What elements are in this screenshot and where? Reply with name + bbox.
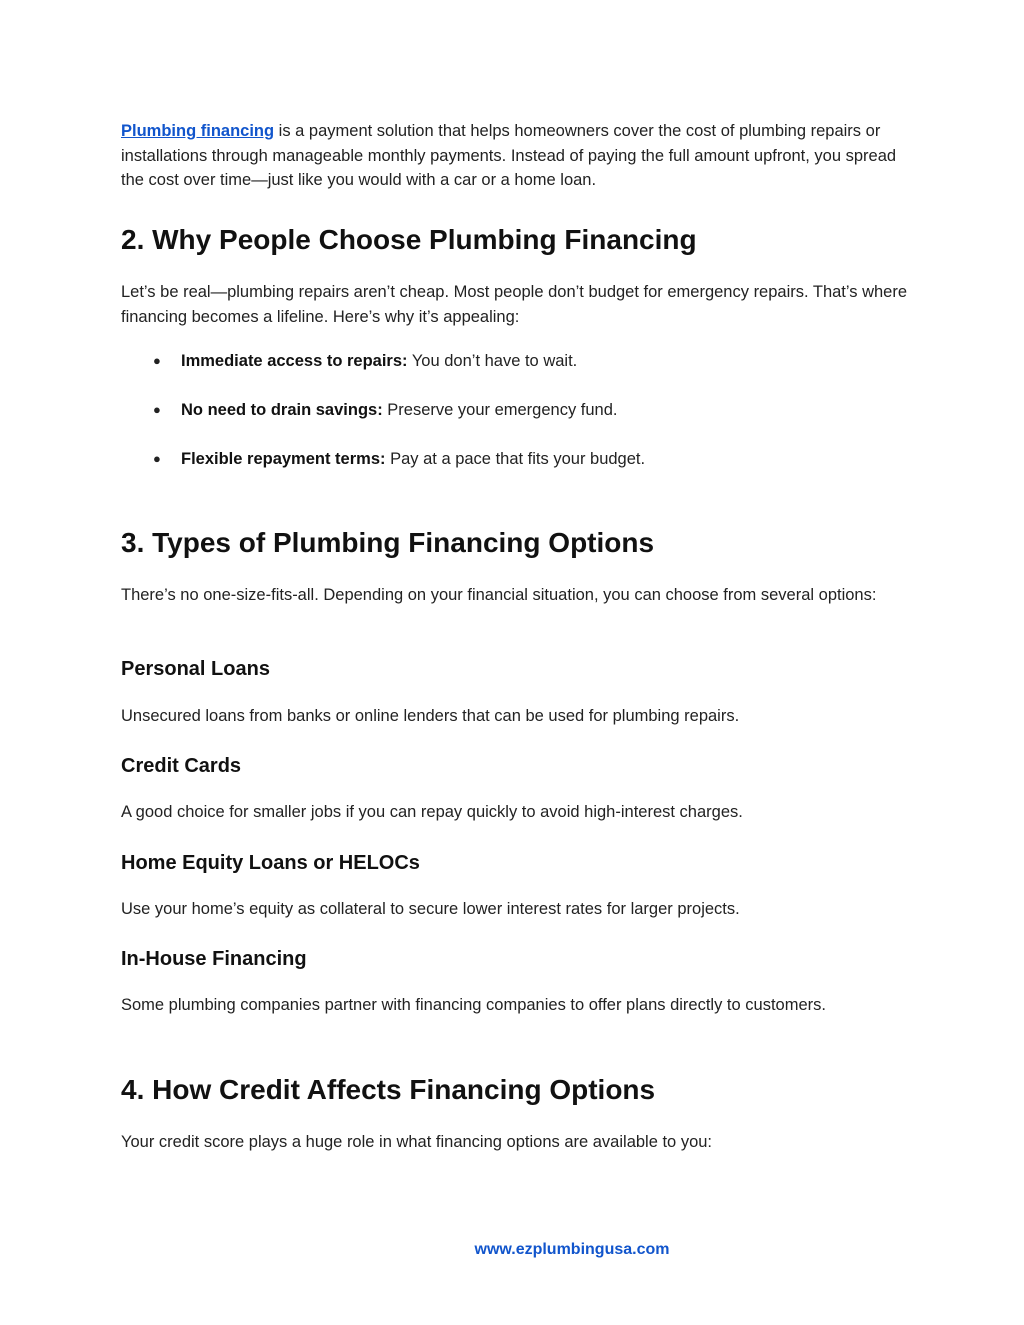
bullet-text: Preserve your emergency fund.: [382, 401, 618, 419]
bullet-label: Flexible repayment terms:: [181, 450, 386, 468]
intro-paragraph: [121, 119, 911, 193]
plumbing-financing-link[interactable]: Plumbing financing: [121, 122, 275, 140]
bullet-label: No need to drain savings:: [181, 401, 383, 419]
bullet-label: Immediate access to repairs:: [181, 352, 408, 370]
section-4-paragraph: Your credit score plays a huge role in what financing options are available to you:: [121, 1133, 713, 1151]
option-text-credit-cards: A good choice for smaller jobs if you can repay quickly to avoid high-interest charges.: [121, 803, 743, 821]
option-text-personal-loans: Unsecured loans from banks or online lenders that can be used for plumbing repairs.: [121, 707, 740, 725]
bullet-icon: ●: [153, 402, 161, 417]
option-heading-credit-cards: Credit Cards: [121, 755, 242, 777]
bullet-icon: ●: [153, 451, 161, 466]
section-4-heading: 4. How Credit Affects Financing Options: [121, 1074, 656, 1105]
option-heading-personal-loans: Personal Loans: [121, 658, 270, 680]
section-2-paragraph: Let’s be real—plumbing repairs aren’t cheap. Most people don’t budget for emergency repairs. That’s where financing becomes a lifeline. Here’s why it’s appealing:: [121, 283, 908, 326]
bullet-icon: ●: [153, 353, 161, 368]
section-3-paragraph: There’s no one-size-fits-all. Depending on your financial situation, you can choose from several options:: [121, 586, 877, 604]
section-2-heading: 2. Why People Choose Plumbing Financing: [121, 224, 697, 255]
section-3-heading: 3. Types of Plumbing Financing Options: [121, 527, 655, 558]
intro-text: is a payment solution that helps homeowners cover the cost of plumbing repairs or installations through manageable monthly payments. Instead of paying the full amount upfront, you spread the cost over time—just like you would with a car or a home loan.: [121, 122, 897, 189]
option-text-in-house: Some plumbing companies partner with financing companies to offer plans directly to customers.: [121, 996, 826, 1014]
option-heading-home-equity: Home Equity Loans or HELOCs: [121, 852, 420, 874]
bullet-text: You don’t have to wait.: [407, 352, 578, 370]
bullet-text: Pay at a pace that fits your budget.: [385, 450, 646, 468]
footer-url[interactable]: www.ezplumbingusa.com: [474, 1241, 670, 1258]
option-text-home-equity: Use your home’s equity as collateral to secure lower interest rates for larger projects.: [121, 900, 740, 918]
option-heading-in-house: In-House Financing: [121, 948, 307, 970]
